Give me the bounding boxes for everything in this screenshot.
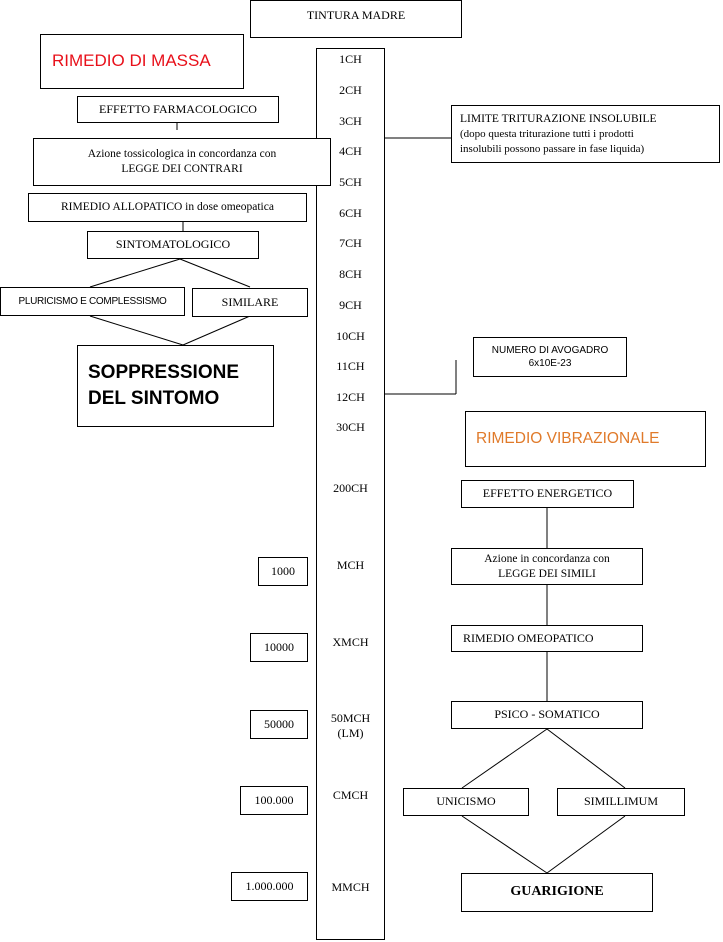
similare-box [192, 288, 308, 317]
scale-label-50mch: 50MCH [330, 711, 371, 725]
dilution-1000000-box [231, 872, 308, 901]
scale-label-11ch: 11CH [336, 359, 365, 373]
dilution-10000-box [250, 633, 308, 662]
soppressione-sintomo-box [77, 345, 274, 427]
avogadro-box [473, 337, 627, 377]
psico-somatico-label: PSICO - SOMATICO [494, 707, 600, 722]
scale-label-3ch: 3CH [339, 114, 362, 128]
unicismo-label: UNICISMO [436, 794, 496, 809]
psico-somatico-box [451, 701, 643, 729]
simillimum-box [557, 788, 685, 816]
scale-label-lm: (LM) [337, 726, 364, 740]
avogadro-line2: 6x10E-23 [528, 358, 572, 369]
dilution-1000000-label: 1.000.000 [245, 878, 294, 893]
dilution-10000-label: 10000 [264, 639, 294, 654]
scale-label-mmch: MMCH [331, 880, 370, 894]
scale-label-1ch: 1CH [339, 52, 362, 66]
azione-tossicologica-box [33, 138, 331, 186]
rimedio-allopatico-box [28, 193, 307, 222]
scale-label-4ch: 4CH [339, 144, 362, 158]
dilution-50000-label: 50000 [264, 716, 294, 731]
dilution-50000-box [250, 710, 308, 739]
effetto-farmacologico-box [77, 96, 279, 123]
rimedio-omeopatico-label: RIMEDIO OMEOPATICO [463, 630, 594, 645]
scale-label-2ch: 2CH [339, 83, 362, 97]
pluricismo-label: PLURICISMO E COMPLESSISMO [18, 296, 167, 307]
guarigione-label: GUARIGIONE [510, 884, 604, 900]
rimedio-di-massa-label: RIMEDIO DI MASSA [52, 51, 211, 71]
scale-label-mch: MCH [336, 558, 365, 572]
effetto-energetico-label: EFFETTO ENERGETICO [482, 486, 613, 501]
scale-label-7ch: 7CH [339, 236, 362, 250]
rimedio-allopatico-label: RIMEDIO ALLOPATICO in dose omeopatica [61, 201, 274, 214]
similare-label: SIMILARE [221, 294, 279, 309]
sintomatologico-box [87, 231, 259, 259]
limite-triturazione-line2: (dopo questa triturazione tutti i prodotti [460, 127, 634, 140]
scale-label-30ch: 30CH [336, 420, 365, 434]
avogadro-line1: NUMERO DI AVOGADRO [491, 345, 609, 356]
effetto-farmacologico-label: EFFETTO FARMACOLOGICO [99, 101, 257, 116]
sintomatologico-label: SINTOMATOLOGICO [115, 237, 231, 252]
dilution-1000-box [258, 557, 308, 586]
effetto-energetico-box [461, 480, 634, 508]
scale-label-9ch: 9CH [339, 298, 362, 312]
scale-label-10ch: 10CH [336, 329, 365, 343]
dilution-100000-label: 100.000 [254, 792, 294, 807]
legge-dei-contrari-label: LEGGE DEI CONTRARI [121, 163, 243, 175]
rimedio-vibrazionale-label: RIMEDIO VIBRAZIONALE [476, 429, 660, 447]
limite-triturazione-box [451, 105, 720, 163]
scale-label-6ch: 6CH [339, 206, 362, 220]
azione-simili-line1: Azione in concordanza con [484, 552, 610, 565]
rimedio-di-massa-box [40, 34, 244, 89]
scale-label-12ch: 12CH [336, 390, 365, 404]
limite-triturazione-title: LIMITE TRITURAZIONE INSOLUBILE [460, 112, 657, 125]
pluricismo-box [0, 287, 185, 316]
azione-simili-box [451, 548, 643, 585]
soppressione-line2: DEL SINTOMO [88, 388, 220, 409]
dilution-100000-box [240, 786, 308, 815]
tintura-madre-label: TINTURA MADRE [306, 8, 406, 22]
tintura-madre-box [250, 0, 462, 38]
scale-label-5ch: 5CH [339, 175, 362, 189]
scale-label-cmch: CMCH [332, 788, 369, 802]
scale-label-8ch: 8CH [339, 267, 362, 281]
limite-triturazione-line3: insolubili possono passare in fase liquida) [460, 143, 645, 156]
unicismo-box [403, 788, 529, 816]
rimedio-omeopatico-box [451, 625, 643, 652]
simillimum-label: SIMILLIMUM [584, 794, 658, 809]
scale-label-xmch: XMCH [332, 635, 369, 649]
guarigione-box [461, 873, 653, 912]
dilution-1000-label: 1000 [271, 563, 295, 578]
soppressione-line1: SOPPRESSIONE [88, 362, 239, 384]
scale-label-200ch: 200CH [333, 481, 368, 495]
legge-dei-simili-label: LEGGE DEI SIMILI [498, 567, 596, 580]
rimedio-vibrazionale-box [465, 411, 706, 467]
azione-tossicologica-line1: Azione tossicologica in concordanza con [87, 148, 277, 161]
